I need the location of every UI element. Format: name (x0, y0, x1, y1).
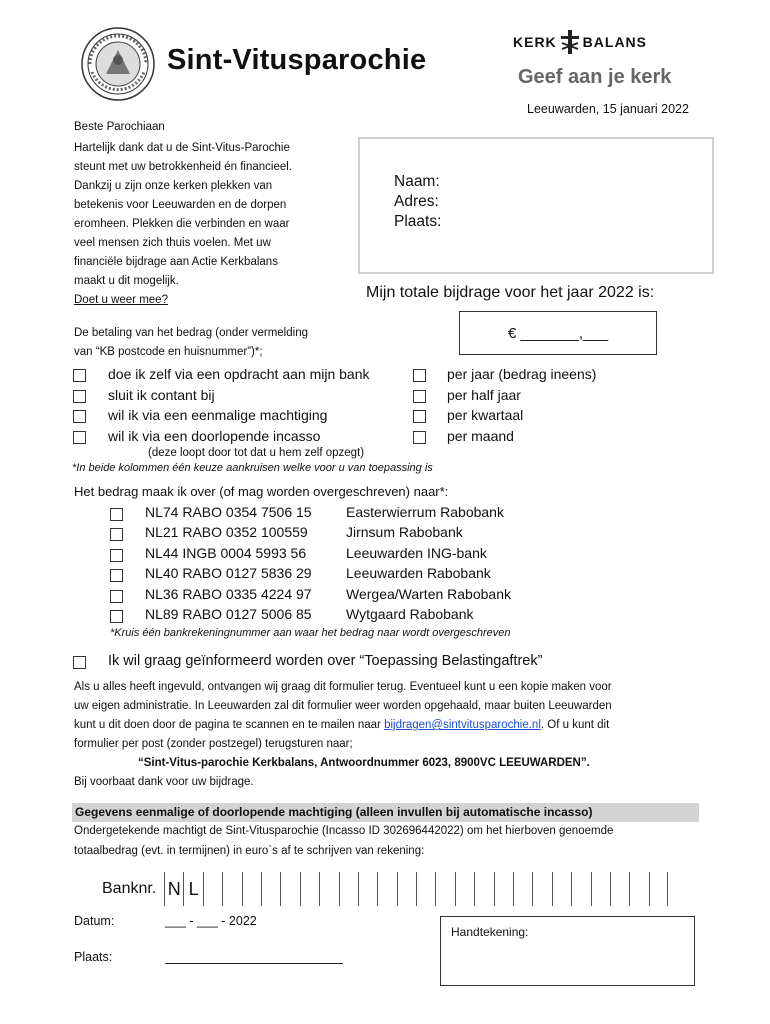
banknr-cell[interactable] (261, 872, 280, 906)
payment-footnote: *In beide kolommen één keuze aankruisen welke voor u van toepassing is (72, 462, 433, 474)
tax-info-checkbox[interactable] (73, 656, 86, 669)
method-note: (deze loopt door tot dat u hem zelf opzegt) (148, 447, 365, 459)
banknr-cell[interactable] (455, 872, 474, 906)
kerkbalans-logo (513, 30, 647, 54)
bank-name: Wytgaard Rabobank (346, 606, 474, 622)
freq-label: per jaar (bedrag ineens) (447, 366, 597, 382)
banknr-label: Banknr. (102, 880, 157, 897)
bank-checkbox[interactable] (110, 549, 123, 562)
method-label: wil ik via een eenmalige machtiging (108, 407, 328, 423)
closing-line: Als u alles heeft ingevuld, ontvangen wij graag dit formulier terug. Eventueel kunt u een kopie maken voor (74, 681, 612, 693)
bank-iban: NL40 RABO 0127 5836 29 (145, 565, 312, 581)
intro-line: eromheen. Plekken die verbinden en waar (74, 218, 290, 230)
intro-line: steunt met uw betrokkenheid én financieel. (74, 161, 292, 173)
banknr-cell[interactable] (416, 872, 435, 906)
banknr-cell[interactable] (629, 872, 648, 906)
closing-paragraph (74, 678, 714, 792)
bank-iban: NL74 RABO 0354 7506 15 (145, 504, 312, 520)
banknr-cell[interactable] (513, 872, 532, 906)
bank-checkbox[interactable] (110, 569, 123, 582)
method-checkbox-recurring[interactable] (73, 431, 86, 444)
signature-box[interactable] (440, 916, 695, 986)
banks-intro: Het bedrag maak ik over (of mag worden overgeschreven) naar*: (74, 484, 449, 499)
plaats-field[interactable] (165, 963, 343, 964)
freq-checkbox-month[interactable] (413, 431, 426, 444)
bank-name: Easterwierrum Rabobank (346, 504, 504, 520)
adres-label: Adres: (394, 193, 439, 210)
banknr-grid[interactable] (164, 872, 668, 906)
payment-intro-line: van “KB postcode en huisnummer”)*; (74, 346, 263, 358)
amount-field[interactable]: € _______,___ (459, 311, 657, 355)
banknr-cell[interactable] (377, 872, 396, 906)
banknr-cell[interactable] (610, 872, 629, 906)
intro-line: betekenis voor Leeuwarden en de dorpen (74, 199, 287, 211)
bank-checkbox[interactable] (110, 508, 123, 521)
intro-text (74, 118, 354, 310)
total-contribution-label: Mijn totale bijdrage voor het jaar 2022 is: (366, 284, 655, 301)
freq-label: per half jaar (447, 387, 521, 403)
closing-text: kunt u dit doen door de pagina te scannen en te mailen naar (74, 719, 385, 731)
closing-line (74, 716, 714, 735)
banknr-cell: N (164, 872, 183, 906)
tagline: Geef aan je kerk (518, 66, 672, 88)
banknr-cell[interactable] (203, 872, 222, 906)
bank-iban: NL44 INGB 0004 5993 56 (145, 545, 307, 561)
banknr-cell[interactable] (435, 872, 454, 906)
banknr-cell[interactable] (300, 872, 319, 906)
banknr-cell[interactable] (222, 872, 241, 906)
email-link[interactable]: bijdragen@sintvitusparochie.nl (384, 719, 541, 731)
payment-intro (74, 324, 404, 362)
closing-thanks: Bij voorbaat dank voor uw bijdrage. (74, 776, 254, 788)
datum-field[interactable]: ___ - ___ - 2022 (165, 914, 257, 928)
method-checkbox-bank[interactable] (73, 369, 86, 382)
banknr-cell[interactable] (649, 872, 668, 906)
method-checkbox-cash[interactable] (73, 390, 86, 403)
bank-iban: NL21 RABO 0352 100559 (145, 524, 308, 540)
payment-intro-line: De betaling van het bedrag (onder vermelding (74, 327, 308, 339)
banknr-cell[interactable] (532, 872, 551, 906)
banknr-cell[interactable] (397, 872, 416, 906)
bank-iban: NL36 RABO 0335 4224 97 (145, 586, 312, 602)
bank-checkbox[interactable] (110, 590, 123, 603)
parish-seal-logo (80, 26, 156, 102)
intro-line: Dankzij u zijn onze kerken plekken van (74, 180, 273, 192)
method-label: doe ik zelf via een opdracht aan mijn bank (108, 366, 370, 382)
address-labels (394, 172, 441, 232)
closing-text: . Of u kunt dit (540, 719, 610, 731)
banknr-cell[interactable] (571, 872, 590, 906)
intro-line: financiële bijdrage aan Actie Kerkbalans (74, 256, 278, 268)
method-label: wil ik via een doorlopende incasso (108, 428, 321, 444)
bank-name: Leeuwarden Rabobank (346, 565, 491, 581)
intro-line: maakt u dit mogelijk. (74, 275, 179, 287)
bank-name: Wergea/Warten Rabobank (346, 586, 511, 602)
closing-line: formulier per post (zonder postzegel) terugsturen naar; (74, 738, 353, 750)
banknr-cell[interactable] (319, 872, 338, 906)
plaats-sign-label: Plaats: (74, 950, 113, 964)
tax-info-label: Ik wil graag geïnformeerd worden over “Toepassing Belastingaftrek” (108, 653, 543, 669)
freq-label: per maand (447, 428, 514, 444)
intro-question: Doet u weer mee? (74, 294, 168, 306)
logo-text-left: KERK (513, 34, 557, 50)
mandate-text-1: Ondergetekende machtigt de Sint-Vitusparochie (Incasso ID 302696442022) om het hierboven genoemde (74, 825, 614, 837)
closing-line: uw eigen administratie. In Leeuwarden zal dit formulier weer worden opgehaald, maar buiten Leeuwarden (74, 700, 612, 712)
return-address: “Sint-Vitus-parochie Kerkbalans, Antwoordnummer 6023, 8900VC LEEUWARDEN”. (138, 757, 590, 769)
intro-line: Hartelijk dank dat u de Sint-Vitus-Parochie (74, 142, 290, 154)
banknr-cell[interactable] (474, 872, 493, 906)
signature-label: Handtekening: (451, 925, 529, 939)
bank-checkbox[interactable] (110, 528, 123, 541)
naam-label: Naam: (394, 173, 440, 190)
banknr-cell[interactable] (339, 872, 358, 906)
datum-label: Datum: (74, 914, 115, 928)
mandate-heading: Gegevens eenmalige of doorlopende machtiging (alleen invullen bij automatische incasso) (72, 803, 699, 822)
banks-footnote: *Kruis één bankrekeningnummer aan waar het bedrag naar wordt overgeschreven (110, 627, 511, 639)
freq-checkbox-year[interactable] (413, 369, 426, 382)
freq-checkbox-half-year[interactable] (413, 390, 426, 403)
bank-checkbox[interactable] (110, 610, 123, 623)
page-title: Sint-Vitusparochie (167, 44, 427, 76)
method-label: sluit ik contant bij (108, 387, 215, 403)
freq-label: per kwartaal (447, 407, 524, 423)
banknr-cell[interactable] (552, 872, 571, 906)
method-checkbox-single-mandate[interactable] (73, 410, 86, 423)
logo-text-right: BALANS (582, 34, 648, 50)
letter-date: Leeuwarden, 15 januari 2022 (527, 102, 689, 116)
banknr-cell[interactable] (280, 872, 299, 906)
plaats-label: Plaats: (394, 213, 442, 230)
intro-line: veel mensen zich thuis voelen. Met uw (74, 237, 271, 249)
freq-checkbox-quarter[interactable] (413, 410, 426, 423)
banknr-cell[interactable] (358, 872, 377, 906)
banknr-cell[interactable] (591, 872, 610, 906)
bank-name: Jirnsum Rabobank (346, 524, 463, 540)
greeting: Beste Parochiaan (74, 121, 165, 133)
bank-name: Leeuwarden ING-bank (346, 545, 487, 561)
banknr-cell[interactable] (242, 872, 261, 906)
cross-icon (559, 30, 581, 54)
mandate-text-2: totaalbedrag (evt. in termijnen) in euro`s af te schrijven van rekening: (74, 845, 425, 857)
bank-iban: NL89 RABO 0127 5006 85 (145, 606, 312, 622)
banknr-cell[interactable] (494, 872, 513, 906)
banknr-cell: L (183, 872, 202, 906)
